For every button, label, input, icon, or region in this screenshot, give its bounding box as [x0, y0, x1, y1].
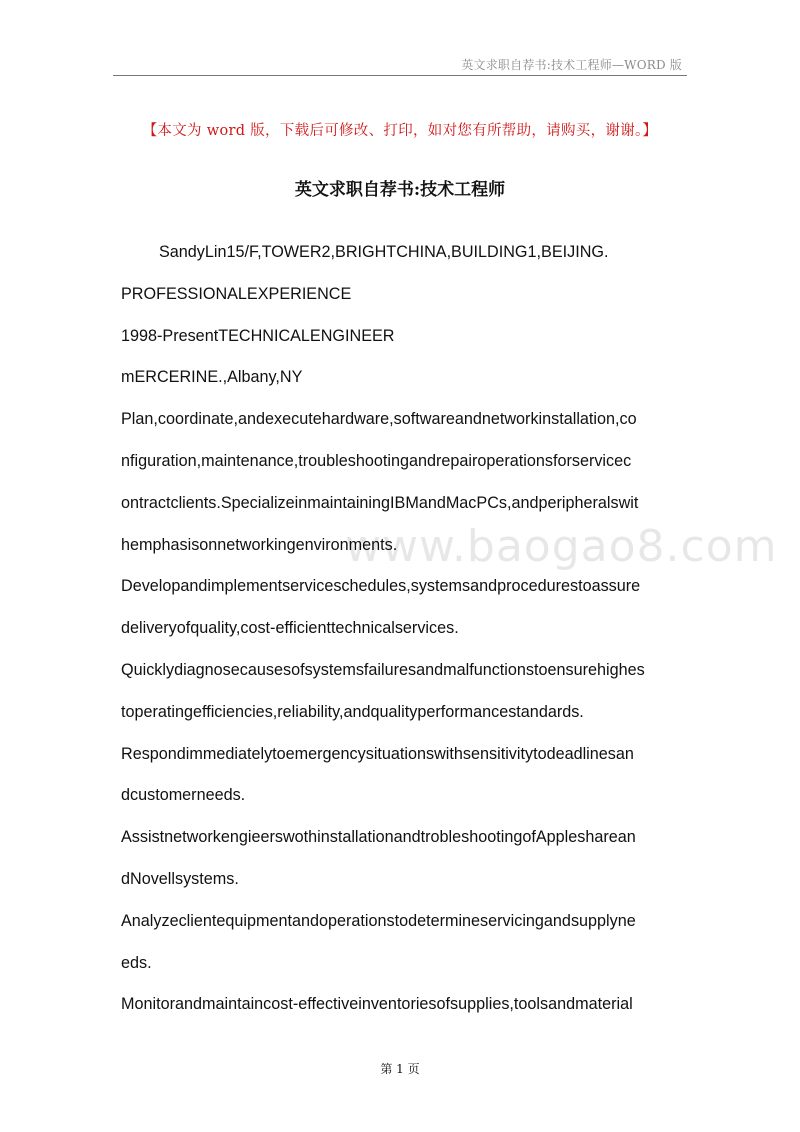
body-line: dcustomerneeds. — [121, 786, 246, 805]
body-line: Developandimplementserviceschedules,systemsandprocedurestoassure — [121, 577, 641, 596]
body-line: ontractclients.SpecializeinmaintainingIBMandMacPCs,andperipheralswit — [121, 493, 639, 512]
body-line: Quicklydiagnosecausesofsystemsfailuresandmalfunctionstoensurehighes — [121, 660, 645, 679]
body-line: hemphasisonnetworkingenvironments. — [121, 535, 398, 554]
body-line: Analyzeclientequipmentandoperationstodetermineservicingandsupplyne — [121, 911, 636, 930]
contact-line: SandyLin15/F,TOWER2,BRIGHTCHINA,BUILDING1,BEIJING. — [159, 243, 609, 261]
body-line: deliveryofquality,cost-efficienttechnicalservices. — [121, 619, 459, 638]
body-line: AssistnetworkengieerswothinstallationandtrobleshootingofApplesharean — [121, 828, 636, 847]
body-line: Respondimmediatelytoemergencysituationswithsensitivitytodeadlinesan — [121, 744, 634, 763]
section-heading: PROFESSIONALEXPERIENCE — [121, 284, 352, 303]
job-title-line: 1998-PresentTECHNICALENGINEER — [121, 326, 395, 345]
running-header: 英文求职自荐书:技术工程师—WORD 版 — [461, 58, 682, 72]
header-rule — [113, 75, 687, 76]
employer-line: mERCERINE.,Albany,NY — [121, 368, 303, 387]
purchase-notice: 【本文为 word 版，下载后可修改、打印，如对您有所帮助，请购买，谢谢。】 — [142, 123, 658, 139]
body-line: Plan,coordinate,andexecutehardware,softwareandnetworkinstallation,co — [121, 410, 637, 429]
body-line: eds. — [121, 953, 152, 972]
body-line: dNovellsystems. — [121, 869, 239, 888]
body-line: toperatingefficiencies,reliability,andqualityperformancestandards. — [121, 702, 584, 721]
document-body — [121, 232, 681, 1026]
body-line: nfiguration,maintenance,troubleshootingandrepairoperationsforservicec — [121, 451, 632, 470]
document-title: 英文求职自荐书:技术工程师 — [294, 180, 506, 200]
page-number: 第 1 页 — [380, 1062, 420, 1076]
watermark: www.baogao8.com — [345, 521, 778, 572]
body-line: Monitorandmaintaincost-effectiveinventoriesofsupplies,toolsandmaterial — [121, 995, 633, 1014]
